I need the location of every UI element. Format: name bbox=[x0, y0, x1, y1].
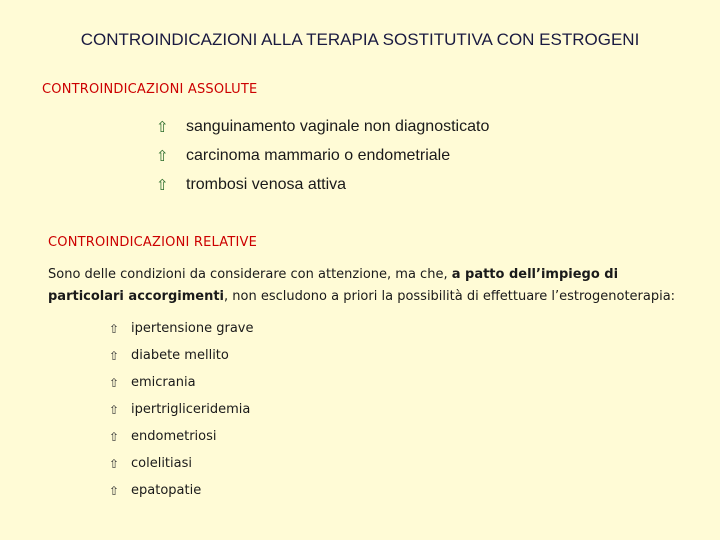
relative-contraindications-heading: CONTROINDICAZIONI RELATIVE bbox=[48, 235, 258, 250]
relative-description-paragraph bbox=[48, 264, 698, 308]
list-item bbox=[109, 315, 254, 342]
absolute-contraindications-list bbox=[156, 112, 489, 199]
list-item-text: ipertrigliceridemia bbox=[131, 402, 251, 417]
paragraph-bold-text: a patto dell’impiego di particolari accorgimenti bbox=[48, 267, 619, 304]
arrow-up-icon: ⇧ bbox=[109, 483, 120, 498]
arrow-up-icon: ⇧ bbox=[109, 429, 120, 444]
arrow-up-icon: ⇧ bbox=[109, 375, 120, 390]
list-item-text: endometriosi bbox=[131, 429, 217, 444]
arrow-up-icon: ⇧ bbox=[156, 118, 169, 136]
list-item-text: carcinoma mammario o endometriale bbox=[186, 146, 451, 164]
list-item bbox=[109, 477, 254, 504]
list-item bbox=[109, 342, 254, 369]
list-item-text: sanguinamento vaginale non diagnosticato bbox=[186, 117, 490, 135]
list-item-text: epatopatie bbox=[131, 483, 202, 498]
list-item bbox=[156, 170, 489, 199]
page-title: CONTROINDICAZIONI ALLA TERAPIA SOSTITUTIVA CON ESTROGENI bbox=[80, 30, 640, 49]
list-item bbox=[156, 141, 489, 170]
arrow-up-icon: ⇧ bbox=[156, 176, 169, 194]
arrow-up-icon: ⇧ bbox=[156, 147, 169, 165]
paragraph-text: Sono delle condizioni da considerare con attenzione, ma che, bbox=[48, 267, 452, 282]
list-item bbox=[109, 450, 254, 477]
arrow-up-icon: ⇧ bbox=[109, 456, 120, 471]
list-item bbox=[109, 369, 254, 396]
list-item bbox=[156, 112, 489, 141]
list-item bbox=[109, 396, 254, 423]
list-item-text: diabete mellito bbox=[131, 348, 229, 363]
paragraph-text: , non escludono a priori la possibilità di effettuare l’estrogenoterapia: bbox=[224, 289, 676, 304]
arrow-up-icon: ⇧ bbox=[109, 321, 120, 336]
absolute-contraindications-heading: CONTROINDICAZIONI ASSOLUTE bbox=[42, 82, 258, 97]
list-item-text: ipertensione grave bbox=[131, 321, 254, 336]
arrow-up-icon: ⇧ bbox=[109, 348, 120, 363]
list-item-text: colelitiasi bbox=[131, 456, 192, 471]
list-item-text: emicrania bbox=[131, 375, 196, 390]
list-item bbox=[109, 423, 254, 450]
list-item-text: trombosi venosa attiva bbox=[186, 175, 347, 193]
relative-contraindications-list bbox=[109, 315, 254, 504]
arrow-up-icon: ⇧ bbox=[109, 402, 120, 417]
